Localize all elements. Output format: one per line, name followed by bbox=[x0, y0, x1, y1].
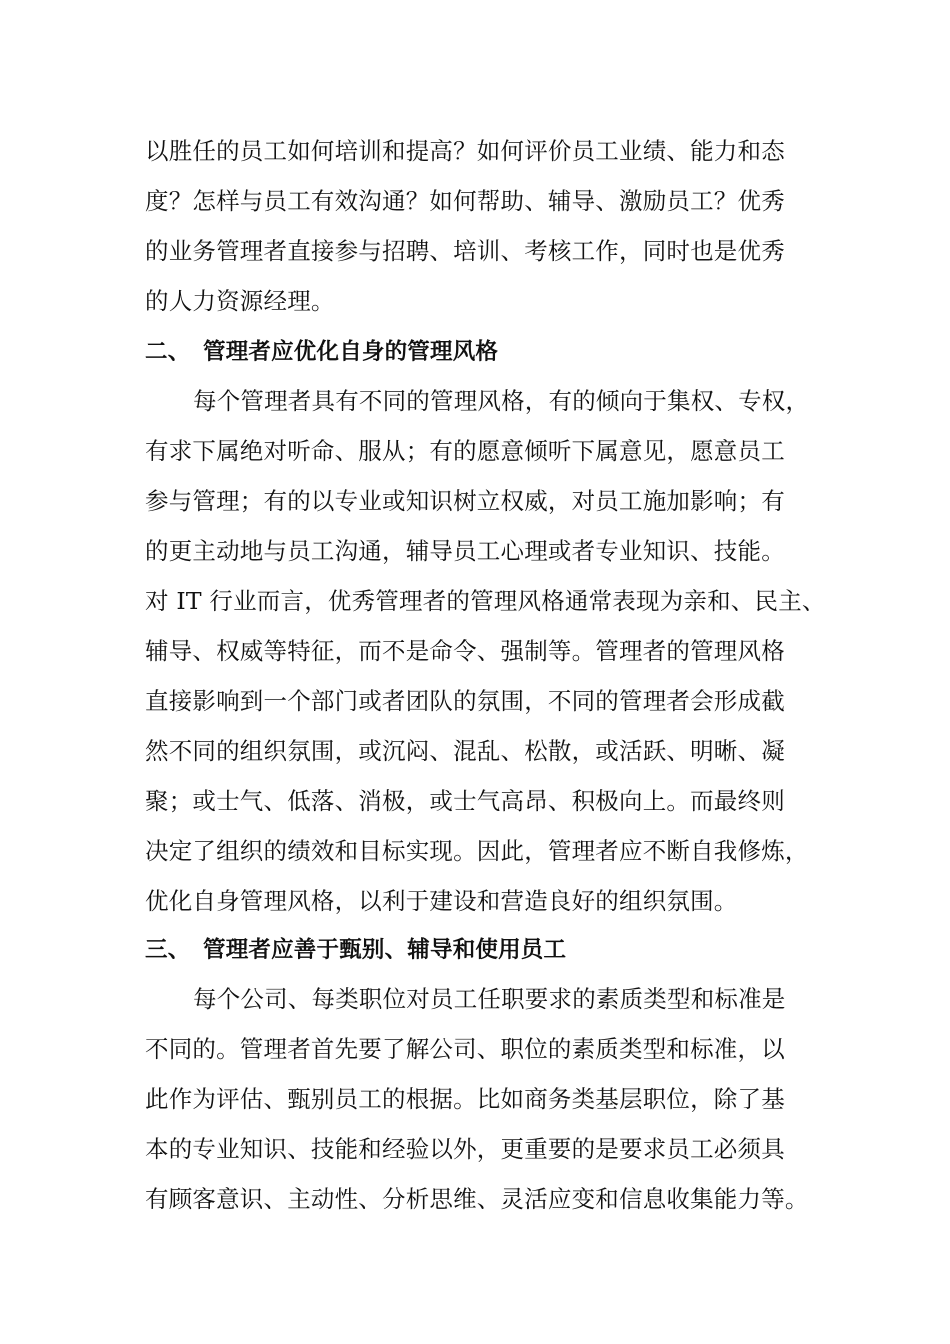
section-title: 管理者应优化自身的管理风格 bbox=[203, 339, 499, 365]
paragraph-line: 本的专业知识、技能和经验以外，更重要的是要求员工必须具 bbox=[145, 1135, 785, 1163]
paragraph-line: 的人力资源经理。 bbox=[145, 287, 335, 315]
paragraph-line: 辅导、权威等特征，而不是命令、强制等。管理者的管理风格 bbox=[145, 637, 785, 665]
paragraph-line: 不同的。管理者首先要了解公司、职位的素质类型和标准，以 bbox=[145, 1035, 785, 1063]
paragraph-line: 每个管理者具有不同的管理风格，有的倾向于集权、专权， bbox=[193, 387, 810, 415]
paragraph-line: 有顾客意识、主动性、分析思维、灵活应变和信息收集能力等。 bbox=[145, 1185, 809, 1213]
paragraph-line: 直接影响到一个部门或者团队的氛围，不同的管理者会形成截 bbox=[145, 687, 785, 715]
paragraph-line: 以胜任的员工如何培训和提高？如何评价员工业绩、能力和态 bbox=[145, 137, 785, 165]
paragraph-line: 参与管理；有的以专业或知识树立权威，对员工施加影响；有 bbox=[145, 487, 785, 515]
paragraph-line: 优化自身管理风格，以利于建设和营造良好的组织氛围。 bbox=[145, 887, 738, 915]
paragraph-line: 对 IT 行业而言，优秀管理者的管理风格通常表现为亲和、民主、 bbox=[145, 587, 826, 615]
paragraph-line: 每个公司、每类职位对员工任职要求的素质类型和标准是 bbox=[193, 985, 786, 1013]
paragraph-line: 此作为评估、甄别员工的根据。比如商务类基层职位，除了基 bbox=[145, 1085, 785, 1113]
paragraph-line: 然不同的组织氛围，或沉闷、混乱、松散，或活跃、明晰、凝 bbox=[145, 737, 785, 765]
paragraph-line: 度？怎样与员工有效沟通？如何帮助、辅导、激励员工？优秀 bbox=[145, 187, 785, 215]
section-heading bbox=[145, 935, 566, 965]
section-title: 管理者应善于甄别、辅导和使用员工 bbox=[203, 937, 567, 963]
paragraph-line: 聚；或士气、低落、消极，或士气高昂、积极向上。而最终则 bbox=[145, 787, 785, 815]
paragraph-line: 的业务管理者直接参与招聘、培训、考核工作，同时也是优秀 bbox=[145, 237, 785, 265]
section-number: 三、 bbox=[145, 937, 191, 963]
section-number: 二、 bbox=[145, 339, 191, 365]
paragraph-line: 的更主动地与员工沟通，辅导员工心理或者专业知识、技能。 bbox=[145, 537, 785, 565]
section-heading bbox=[145, 337, 498, 367]
paragraph-line: 有求下属绝对听命、服从；有的愿意倾听下属意见，愿意员工 bbox=[145, 437, 785, 465]
paragraph-line: 决定了组织的绩效和目标实现。因此，管理者应不断自我修炼， bbox=[145, 837, 809, 865]
